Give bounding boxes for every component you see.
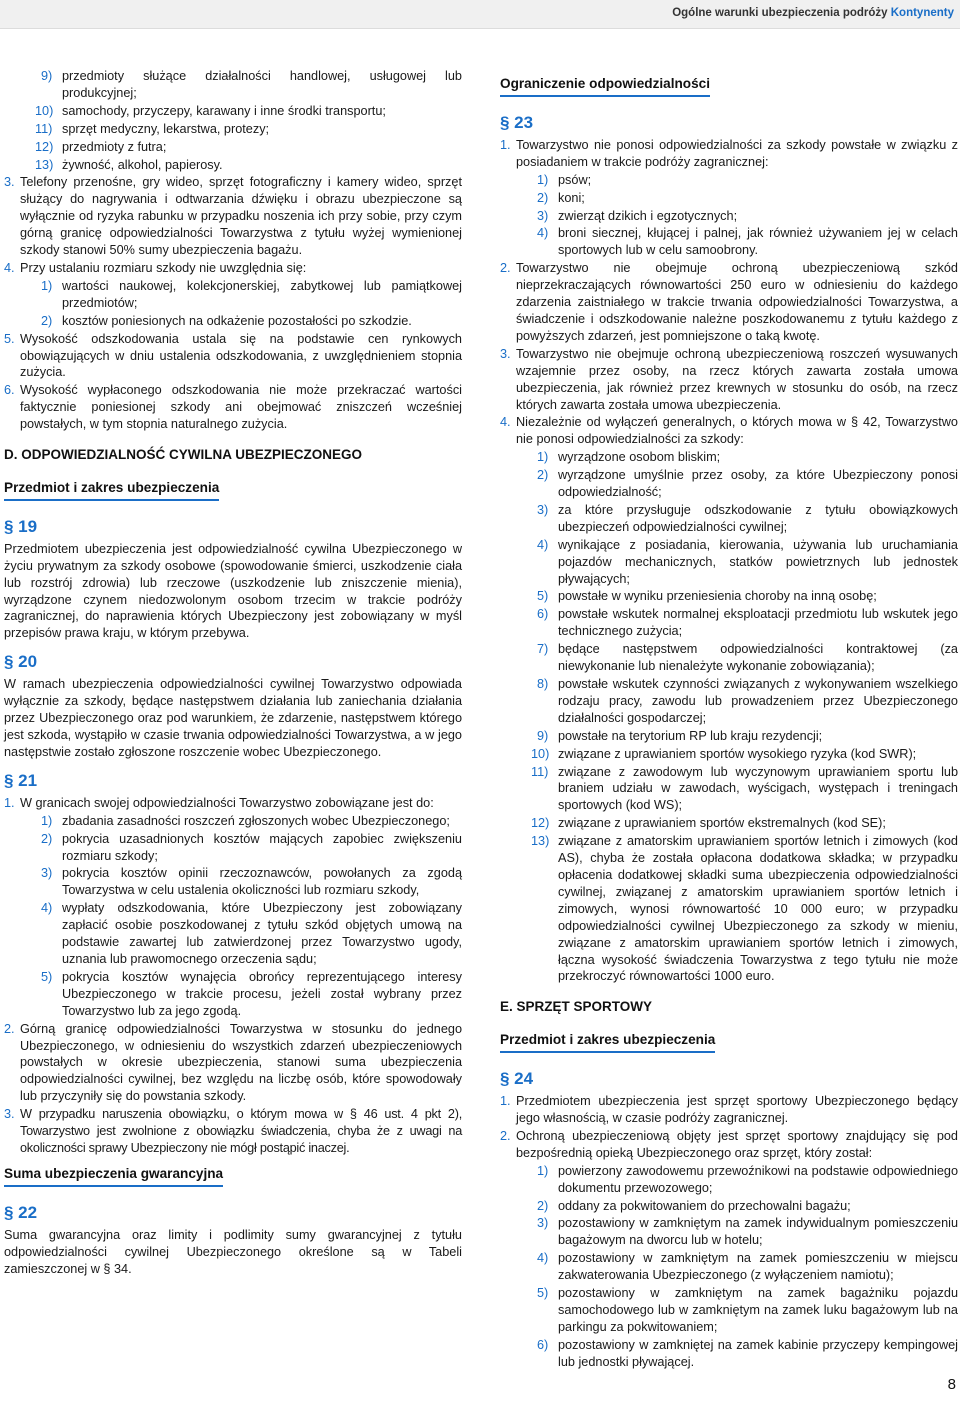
item-text: W granicach swojej odpowiedzialności Towarzystwo zobowiązane jest do: — [20, 795, 434, 810]
document-title — [672, 5, 954, 22]
item-text: zwierząt dzikich i egzotycznych; — [558, 208, 738, 223]
paragraph-number: § 23 — [500, 112, 534, 132]
item-text: pozostawiony w zamkniętym na zamek pomieszczeniu w miejscu zakwaterowania Ubezpieczonego (z wyłączeniem namiotu); — [558, 1251, 958, 1283]
item-marker: 1) — [537, 450, 549, 465]
list-item — [500, 588, 958, 605]
item-marker: 1. — [500, 137, 511, 152]
list-item — [4, 865, 462, 899]
subheading: Przedmiot i zakres ubezpieczenia — [4, 480, 219, 501]
list-item — [500, 1163, 958, 1197]
item-marker: 11) — [531, 764, 549, 779]
list-item — [500, 764, 958, 815]
item-marker: 4) — [537, 537, 549, 552]
list-item — [500, 502, 958, 536]
list-item — [4, 831, 462, 865]
list-item — [500, 1285, 958, 1336]
item-text: Niezależnie od wyłączeń generalnych, o których mowa w § 42, Towarzystwo nie ponosi odpowiedzialności za szkody: — [516, 415, 958, 447]
item-text: Telefony przenośne, gry wideo, sprzęt fotograficzny i kamery wideo, sprzęt służący do nagrywania i odtwarzania dźwięku i obrazu ubezpieczone są wyłącznie od ryzyka rabunku w przypadku noszenia ich przy sobie, przy czym górną granicę odpowiedzialności Towarzystwa z tytułu wyżej wymienionej szkody stanowi 50% sumy ubezpieczenia bagażu. — [20, 175, 462, 258]
numbered-item — [500, 414, 958, 448]
item-marker: 3. — [4, 1107, 15, 1122]
item-marker: 3) — [537, 1216, 549, 1231]
subheading: Suma ubezpieczenia gwarancyjna — [4, 1166, 223, 1187]
item-marker: 5) — [537, 589, 549, 604]
item-text: pokrycia kosztów wynajęcia obrońcy reprezentującego interesy Ubezpieczonego w trakcie procesu, jeżeli został wybrany przez Towarzystwo lub za jego zgodą. — [62, 969, 462, 1018]
numbered-item — [4, 795, 462, 812]
item-marker: 2) — [537, 1198, 549, 1213]
item-marker: 9) — [537, 728, 549, 743]
item-marker: 10) — [35, 103, 54, 118]
item-marker: 3. — [4, 175, 15, 190]
paragraph: W ramach ubezpieczenia odpowiedzialności cywilnej Towarzystwo odpowiada wyłącznie za szkody, będące następstwem działania lub zaniechania działania przez Ubezpieczonego oraz pod warunkiem, że zdarzenie, następstwem którego jest szkoda, wystąpiło w czasie trwania odpowiedzialności Towarzystwa, a w jego następstwie zostało zgłoszone roszczenie wobec Ubezpieczonego. — [4, 677, 462, 759]
item-marker: 10) — [531, 746, 550, 761]
list-item — [500, 1337, 958, 1371]
item-text: pozostawiony w zamkniętym na zamek bagażniku pojazdu samochodowego lub w zamkniętym na zamek luku bagażowym lub na parkingu za pokwitowaniem; — [558, 1286, 958, 1334]
item-marker: 13) — [531, 834, 550, 849]
item-text: wyrządzone osobom bliskim; — [558, 450, 721, 465]
item-marker: 4. — [4, 260, 15, 275]
paragraph-number: § 21 — [4, 770, 38, 790]
item-text: powstałe wskutek normalnej eksploatacji przedmiotu lub wskutek jego technicznego zużycia; — [558, 607, 958, 639]
item-marker: 5. — [4, 331, 15, 346]
numbered-item — [500, 346, 958, 414]
item-text: zbadania zasadności roszczeń zgłoszonych wobec Ubezpieczonego; — [62, 813, 450, 828]
item-marker: 4) — [537, 1251, 549, 1266]
item-text: broni siecznej, kłującej i palnej, jak również używaniem jej w celach sportowych lub w celu samoobrony. — [558, 226, 958, 258]
item-text: Wysokość odszkodowania ustala się na podstawie cen rynkowych obowiązujących w dniu ustalenia odszkodowania, z uwzględnieniem stopnia zużycia. — [20, 331, 462, 380]
item-marker: 2) — [41, 313, 53, 328]
paragraph: Suma gwarancyjna oraz limity i podlimity sumy gwarancyjnej z tytułu odpowiedzialności cywilnej Ubezpieczonego określone są w Tabeli zamieszczonej w § 34. — [4, 1227, 462, 1276]
list-item — [500, 1250, 958, 1284]
item-text: oddany za pokwitowaniem do przechowalni bagażu; — [558, 1198, 851, 1213]
list-item — [500, 172, 958, 189]
section-title: E. SPRZĘT SPORTOWY — [500, 999, 653, 1015]
list-item — [500, 467, 958, 501]
item-marker: 4. — [500, 415, 511, 430]
item-marker: 2) — [537, 468, 549, 483]
item-marker: 3) — [537, 502, 549, 517]
item-text: związane z amatorskim uprawianiem sportów letnich i zimowych (kod AS), chyba że została opłacona dodatkowa składka; w przypadku opłacenia dodatkowej składki suma ubezpieczenia odpowiedzialności cywilnej, związanej z amatorskim uprawianiem sportów letnich i zimowych, wynosi równowartość 10 000 euro; w przypadku odpowiedzialności cywilnej Ubezpieczonego za szkody w mieniu, związane z amatorskim uprawianiem sportów letnich i zimowych, łączna wysokość świadczenia Towarzystwa z tego tytułu nie może przekroczyć równowartości 1000 euro. — [558, 834, 958, 984]
list-item — [500, 208, 958, 225]
numbered-item — [500, 260, 958, 345]
item-marker: 6) — [537, 1337, 549, 1352]
list-item — [4, 68, 462, 102]
page-header — [0, 0, 960, 29]
item-marker: 2. — [4, 1021, 15, 1036]
item-text: sprzęt medyczny, lekarstwa, protezy; — [62, 121, 270, 136]
item-text: Towarzystwo nie obejmuje ochroną ubezpieczeniową szkód nieprzekraczających równowartości 250 euro w odniesieniu do każdego zdarzenia zaistniałego w trakcie trwania odpowiedzialności Towarzystwa, a świadczenie i odszkodowanie należne poszkodowanemu z tytułu każdego z powyższych zdarzeń, jest pomniejszone o taką kwotę. — [516, 261, 958, 343]
list-item — [500, 676, 958, 727]
list-item — [4, 900, 462, 968]
item-text: pokrycia uzasadnionych kosztów mających zapobiec zwiększeniu rozmiaru szkody; — [62, 831, 462, 863]
item-marker: 2) — [537, 190, 549, 205]
item-text: Ochroną ubezpieczeniową objęty jest sprzęt sportowy znajdujący się pod bezpośrednią opieką Ubezpieczonego oraz sprzęt, który został: — [516, 1128, 958, 1160]
item-text: wyrządzone umyślnie przez osoby, za które Ubezpieczony ponosi odpowiedzialność; — [558, 468, 958, 500]
numbered-item — [4, 1021, 462, 1106]
subheading-wrap — [4, 1158, 462, 1193]
document-title-main: Ogólne warunki ubezpieczenia podróży — [672, 7, 888, 19]
item-marker: 13) — [35, 157, 54, 172]
numbered-item — [4, 331, 462, 382]
numbered-item — [500, 1093, 958, 1127]
item-marker: 3) — [537, 208, 549, 223]
item-text: powstałe wskutek czynności związanych z wykonywaniem wszelkiego rodzaju pracy, zawodu lub prowadzeniem przez Ubezpieczonego działalności gospodarczej; — [558, 677, 958, 725]
item-text: za które przysługuje odszkodowanie z tytułu obowiązkowych ubezpieczeń odpowiedzialności cywilnej; — [558, 502, 958, 534]
numbered-item — [4, 382, 462, 433]
numbered-item — [4, 260, 462, 277]
document-title-accent: Kontynenty — [890, 7, 954, 19]
item-text: wypłaty odszkodowania, które Ubezpieczony jest zobowiązany zapłacić osobie poszkodowanej z tytułu szkód objętych umową na podstawie zawartej lub zatwierdzonej przez Towarzystwo ugody, uznania lub prawomocnego orzeczenia sądu; — [62, 901, 462, 966]
item-text: będące następstwem odpowiedzialności kontraktowej (za niewykonanie lub nienależyte wykonanie zobowiązania); — [558, 642, 958, 674]
item-text: przedmioty służące działalności handlowej, usługowej lub produkcyjnej; — [62, 69, 462, 100]
list-item — [4, 139, 462, 156]
item-marker: 3) — [41, 866, 53, 881]
list-item — [500, 815, 958, 832]
list-item — [500, 833, 958, 985]
list-item — [500, 746, 958, 763]
item-text: kosztów poniesionych na odkażenie pozostałości po szkodzie. — [62, 313, 412, 328]
item-marker: 4) — [41, 901, 53, 916]
item-text: związane z zawodowym lub wyczynowym uprawianiem sportu lub braniem udziału w zawodach, wyścigach, występach i treningach sportowych (kod WS); — [558, 764, 958, 813]
item-marker: 1. — [4, 795, 15, 810]
item-marker: 12) — [35, 139, 54, 154]
subheading-wrap — [4, 472, 462, 507]
item-marker: 1. — [500, 1094, 511, 1109]
paragraph: Przedmiotem ubezpieczenia jest odpowiedzialność cywilna Ubezpieczonego w życiu prywatnym za szkody osobowe (spowodowanie śmierci, uszkodzenie ciała lub rozstrój zdrowia) lub rzeczowe (uszkodzenie lub zniszczenie mienia), wyrządzone czynem niedozwolonym osobom trzecim w trakcie podróży zagranicznej, do naprawienia których Ubezpieczony jest zobowiązany w myśl przepisów prawa kraju, w którym przebywa. — [4, 541, 462, 641]
list-item — [500, 606, 958, 640]
paragraph-number: § 20 — [4, 652, 38, 672]
paragraph-number: § 22 — [4, 1202, 38, 1222]
right-column — [500, 68, 958, 1372]
item-marker: 2) — [41, 831, 53, 846]
list-item — [500, 1215, 958, 1249]
list-item — [500, 641, 958, 675]
item-marker: 5) — [537, 1286, 549, 1301]
item-marker: 7) — [537, 642, 549, 657]
list-item — [4, 969, 462, 1020]
item-text: powstałe na terytorium RP lub kraju rezydencji; — [558, 728, 823, 743]
list-item — [500, 728, 958, 745]
item-text: powierzony zawodowemu przewoźnikowi na podstawie odpowiedniego dokumentu przewozowego; — [558, 1163, 958, 1195]
item-marker: 6) — [537, 607, 549, 622]
item-text: pozostawiony w zamkniętej na zamek kabinie przyczepy kempingowej lub jednostki pływającej. — [558, 1337, 958, 1369]
item-text: Wysokość wypłaconego odszkodowania nie może przekraczać wartości faktycznie poniesionej szkody ani obejmować zniszczeń wcześniej powstałych, w tym stopnia naturalnego zużycia. — [20, 383, 462, 432]
section-title: D. ODPOWIEDZIALNOŚĆ CYWILNA UBEZPIECZONEGO — [4, 447, 363, 463]
item-marker: 4) — [537, 226, 549, 241]
subheading: Ograniczenie odpowiedzialności — [500, 76, 710, 97]
item-text: pozostawiony w zamkniętym na zamek indywidualnym pomieszczeniu bagażowym na dworcu lub w hotelu; — [558, 1216, 958, 1248]
item-text: koni; — [558, 190, 585, 205]
item-marker: 2. — [500, 1128, 511, 1143]
numbered-item — [500, 137, 958, 171]
item-text: samochody, przyczepy, karawany i inne środki transportu; — [62, 103, 386, 118]
page-number: 8 — [947, 1376, 956, 1394]
item-text: wartości naukowej, kolekcjonerskiej, zabytkowej lub pamiątkowej przedmiotów; — [62, 278, 462, 310]
subheading-wrap — [500, 68, 958, 103]
list-item — [4, 121, 462, 138]
item-text: powstałe w wyniku przeniesienia choroby na inną osobę; — [558, 589, 877, 604]
numbered-item — [4, 174, 462, 259]
item-text: Przedmiotem ubezpieczenia jest sprzęt sportowy Ubezpieczonego będący jego własnością, w czasie podróży zagranicznej. — [516, 1094, 958, 1126]
item-text: przedmioty z futra; — [62, 139, 167, 154]
item-marker: 1) — [41, 278, 53, 293]
list-item — [500, 537, 958, 588]
item-marker: 1) — [537, 1163, 549, 1178]
list-item — [4, 313, 462, 330]
numbered-item — [500, 1128, 958, 1162]
item-marker: 3. — [500, 346, 511, 361]
item-text: Przy ustalaniu rozmiaru szkody nie uwzględnia się: — [20, 260, 307, 275]
item-marker: 2. — [500, 261, 511, 276]
item-marker: 5) — [41, 969, 53, 984]
item-marker: 6. — [4, 383, 15, 398]
paragraph-number: § 24 — [500, 1069, 534, 1089]
item-marker: 12) — [531, 816, 550, 831]
item-marker: 8) — [537, 677, 549, 691]
item-text: psów; — [558, 172, 592, 187]
subheading: Przedmiot i zakres ubezpieczenia — [500, 1032, 715, 1053]
list-item — [500, 1198, 958, 1215]
list-item — [500, 225, 958, 259]
list-item — [4, 278, 462, 312]
list-item — [4, 157, 462, 174]
numbered-item — [4, 1106, 462, 1157]
subheading-wrap — [500, 1024, 958, 1059]
item-text: wynikające z posiadania, kierowania, używania lub uruchamiania pojazdów mechanicznych, statków powietrznych lub jednostek pływających; — [558, 537, 958, 586]
list-item — [4, 103, 462, 120]
item-marker: 1) — [537, 172, 549, 187]
item-text: W przypadku naruszenia obowiązku, o którym mowa w § 46 ust. 4 pkt 2), Towarzystwo jest zwolnione z obowiązku świadczenia, chyba że z uwagi na okoliczności sprawy Ubezpieczony nie mógł postąpić inaczej. — [20, 1107, 462, 1155]
item-text: związane z uprawianiem sportów wysokiego ryzyka (kod SWR); — [558, 746, 917, 761]
list-item — [500, 190, 958, 207]
item-marker: 1) — [41, 813, 53, 828]
list-item — [4, 813, 462, 830]
item-text: żywność, alkohol, papierosy. — [62, 157, 223, 172]
item-text: Towarzystwo nie obejmuje ochroną ubezpieczeniową roszczeń wysuwanych wzajemnie przez osoby, na rzecz których zawarta została umowa ubezpieczenia, jak również przez krewnych w stosunku do osób, na rzecz których zawarta została umowa ubezpieczenia. — [516, 346, 958, 412]
list-item — [500, 449, 958, 466]
item-marker: 9) — [41, 69, 53, 83]
item-marker: 11) — [35, 121, 53, 136]
left-column — [4, 68, 462, 1278]
item-text: pokrycia kosztów opinii rzeczoznawców, powołanych za zgodą Towarzystwa w celu ustalenia okoliczności lub rozmiaru szkody, — [62, 866, 462, 898]
paragraph-number: § 19 — [4, 516, 38, 536]
item-text: Towarzystwo nie ponosi odpowiedzialności za szkody powstałe w związku z posiadaniem w trakcie podróży zagranicznej: — [516, 137, 958, 169]
item-text: Górną granicę odpowiedzialności Towarzystwa w stosunku do jednego Ubezpieczonego, w odniesieniu do wszystkich zdarzeń ubezpieczeniowych powstałych w okresie ubezpieczenia, stanowi suma ubezpieczenia odpowiedzialności cywilnej, bez względu na liczbę osób, które spowodowały lub przyczyniły się do powstania szkody. — [20, 1021, 462, 1104]
item-text: związane z uprawianiem sportów ekstremalnych (kod SE); — [558, 816, 886, 831]
